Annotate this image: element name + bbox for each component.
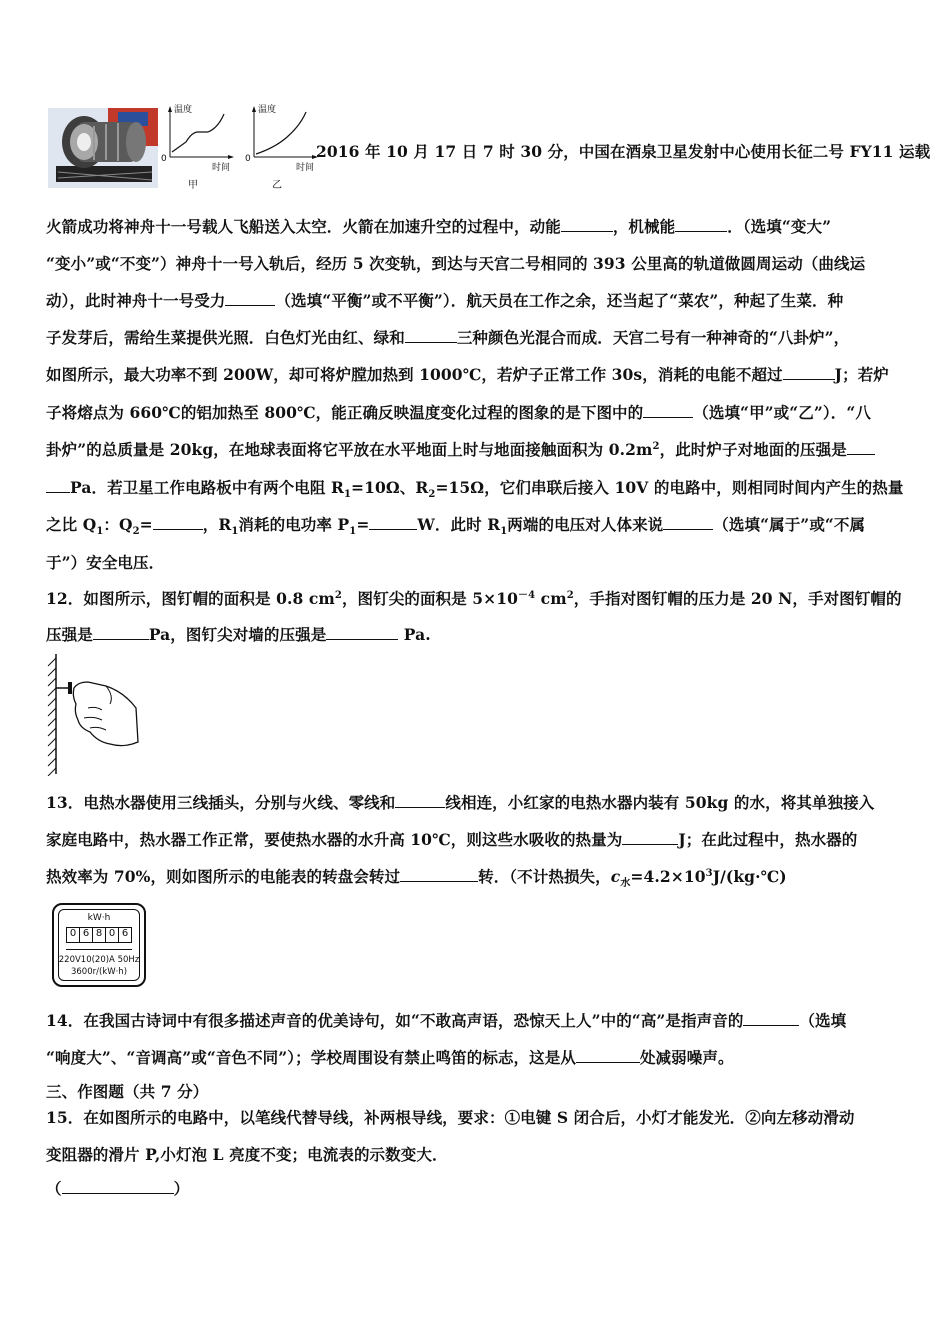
q13-line-1: 13．电热水器使用三线插头，分别与火线、零线和 线相连，小红家的电热水器内装有 50kg 的水，将其单独接入 [46,793,875,812]
meter-unit: kW·h [87,913,111,923]
q11-line-4: 动），此时神舟十一号受力 （选填“平衡”或不平衡”）．航天员在工作之余，还当起了“菜农”，种起了生菜．种 [46,291,844,310]
graph-yi-xaxis: 时间 [296,163,315,173]
meter-digit: 6 [121,928,129,939]
meter-rev: 3600r/(kW·h) [70,967,128,977]
q11-line-10: 之比 $Q_1$：$Q_2=$ ，$R_1$消耗的电功率 $P_1= W$．此时 $R_1$两端的电压对人体来说 （选填“属于”或“不属 [46,515,866,538]
graph-jia-yaxis: 温度 [174,105,193,115]
q12-line-2: 压强是 Pa，图钉尖对墙的压强是 Pa. [46,625,431,644]
graph-yi-origin: 0 [245,154,251,164]
q11-line-2: 火箭成功将神舟十一号载人飞船送入太空．火箭在加速升空的过程中，动能 ，机械能 ．（选填“变大” [46,217,832,236]
meter-rating: 220V10(20)A 50Hz [58,955,140,965]
q13-line-2: 家庭电路中，热水器工作正常，要使热水器的水升高 10℃，则这些水吸收的热量为 J；在此过程中，热水器的 [46,830,858,849]
q15-line-3: （ ） [46,1179,190,1198]
energy-meter [52,903,146,987]
q11-line-6: 如图所示，最大功率不到 200W，却可将炉膛加热到 1000℃，若炉子正常工作 30s，消耗的电能不超过 J；若炉 [46,365,889,384]
graph-yi-yaxis: 温度 [258,105,277,115]
q11-line-8: 卦炉”的总质量是 20kg，在地球表面将它平放在水平地面上时与地面接触面积为 $0.2m^2$，此时炉子对地面的压强是 [46,438,875,460]
q11-line-5: 子发芽后，需给生菜提供光照．白色灯光由红、绿和 三种颜色光混合而成．天宫二号有一种神奇的“八卦炉”， [46,328,850,347]
meter-digit: 6 [80,928,93,942]
q14-line-1: 14．在我国古诗词中有很多描述声音的优美诗句，如“不敢高声语，恐惊天上人”中的“高”是指声音的 （选填 [46,1011,847,1030]
graph-jia-xaxis: 时间 [212,163,231,173]
stove-photo [48,108,158,188]
graph-jia-caption: 甲 [188,180,198,191]
q11-line-11: 于”）安全电压． [46,553,165,572]
graph-jia [160,102,238,192]
graph-yi [244,102,322,192]
q15-line-2: 变阻器的滑片 P,小灯泡 L 亮度不变；电流表的示数变大． [46,1145,448,1164]
meter-dial-line [66,949,132,950]
meter-digits [66,927,132,943]
q13-line-3: 热效率为 70%，则如图所示的电能表的转盘会转过 转．（不计热损失，$c_水=4.2\times 10^3J/(kg\cdot℃)$ [46,867,787,890]
q11-line-7: 子将熔点为 660℃的铝加热至 800℃，能正确反映温度变化过程的图象的是下图中的 （选填“甲”或“乙”）．“八 [46,403,871,422]
meter-digit: 0 [106,928,119,942]
meter-digit: 8 [93,928,106,942]
q11-line-1: 2016 年 10 月 17 日 7 时 30 分，中国在酒泉卫星发射中心使用长征二号 FY11 运载 [316,142,931,161]
thumbtack-figure [44,652,144,776]
q12-line-1: 12．如图所示，图钉帽的面积是 0.8 $cm^2$，图钉尖的面积是 $5\times 10^{-4}$ $cm^2$，手指对图钉帽的压力是 20 N，手对图钉帽的 [46,589,902,609]
q11-line-3: “变小”或“不变”）神舟十一号入轨后，经历 5 次变轨，到达与天宫二号相同的 393 公里高的轨道做圆周运动（曲线运 [46,254,866,273]
q11-line-9: Pa．若卫星工作电路板中有两个电阻 $R_1=10\Omega$、$R_2=15\Omega$，它们串联后接入 10V 的电路中，则相同时间内产生的热量 [46,476,903,500]
meter-digit: 0 [67,928,80,942]
graph-yi-caption: 乙 [272,180,282,191]
section-title: 三、作图题（共 7 分） [46,1082,209,1101]
graph-jia-origin: 0 [161,154,167,164]
q14-line-2: “响度大”、“音调高”或“音色不同”）；学校周围设有禁止鸣笛的标志，这是从 处减弱噪声。 [46,1048,734,1067]
q15-line-1: 15．在如图所示的电路中，以笔线代替导线，补两根导线，要求：①电键 S 闭合后，小灯才能发光．②向左移动滑动 [46,1108,855,1127]
